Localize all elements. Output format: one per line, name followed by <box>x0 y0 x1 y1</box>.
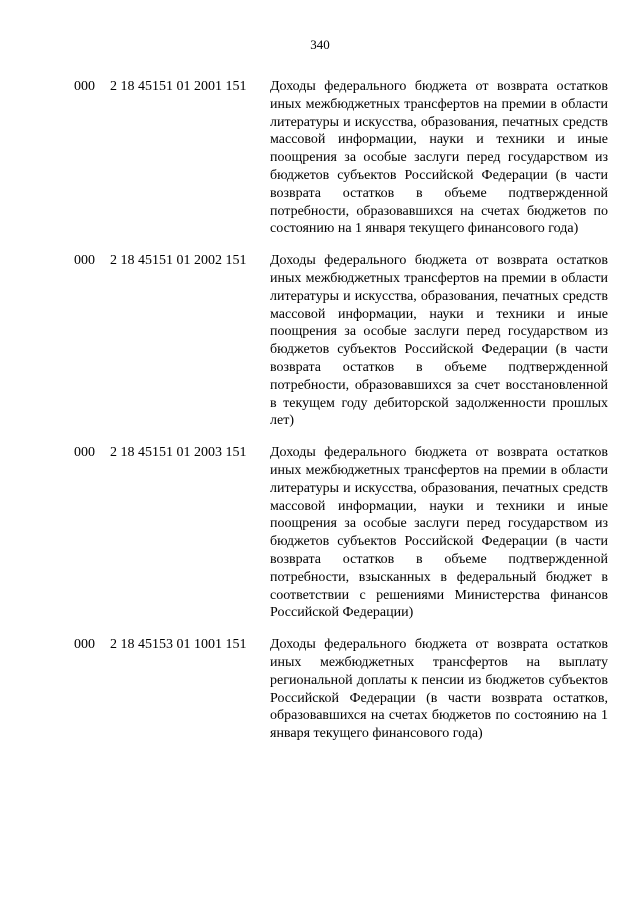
budget-classification-code: 2 18 45153 01 1001 151 <box>110 637 247 653</box>
table-row <box>74 78 608 238</box>
budget-classification-code: 2 18 45151 01 2003 151 <box>110 445 247 461</box>
table-row <box>74 252 608 430</box>
revenue-description: Доходы федерального бюджета от возврата остатков иных межбюджетных трансфертов на премии в области литературы и искусства, образования, печатных средств массовой информации, науки и техники и иные поощрения за особые заслуги перед государством из бюджетов субъектов Российской Федерации (в части возврата остатков в объеме подтвержденной потребности, образовавшихся за счет восстановленной в текущем году дебиторской задолженности прошлых лет) <box>270 253 608 429</box>
budget-classification-code: 2 18 45151 01 2001 151 <box>110 79 247 94</box>
revenue-description: Доходы федерального бюджета от возврата остатков иных межбюджетных трансфертов на выплату региональной доплаты к пенсии из бюджетов субъектов Российской Федерации (в части возврата остатков, образовавшихся на счетах бюджетов по состоянию на 1 января текущего финансового года) <box>270 637 608 742</box>
admin-code: 000 <box>74 79 95 94</box>
page-number: 340 <box>310 37 330 52</box>
table-row <box>74 444 608 622</box>
table-row <box>74 636 608 743</box>
admin-code: 000 <box>74 445 95 461</box>
budget-classification-code: 2 18 45151 01 2002 151 <box>110 253 247 269</box>
revenue-description: Доходы федерального бюджета от возврата остатков иных межбюджетных трансфертов на премии в области литературы и искусства, образования, печатных средств массовой информации, науки и техники и иные поощрения за особые заслуги перед государством из бюджетов субъектов Российской Федерации (в части возврата остатков в объеме подтвержденной потребности, взысканных в федеральный бюджет в соответствии с решениями Министерства финансов Российской Федерации) <box>270 445 608 621</box>
admin-code: 000 <box>74 637 95 653</box>
budget-code-table <box>74 78 608 757</box>
admin-code: 000 <box>74 253 95 269</box>
revenue-description: Доходы федерального бюджета от возврата остатков иных межбюджетных трансфертов на премии в области литературы и искусства, образования, печатных средств массовой информации, науки и техники и иные поощрения за особые заслуги перед государством из бюджетов субъектов Российской Федерации (в части возврата остатков в объеме подтвержденной потребности, образовавшихся на счетах бюджетов по состоянию на 1 января текущего финансового года) <box>270 79 608 237</box>
